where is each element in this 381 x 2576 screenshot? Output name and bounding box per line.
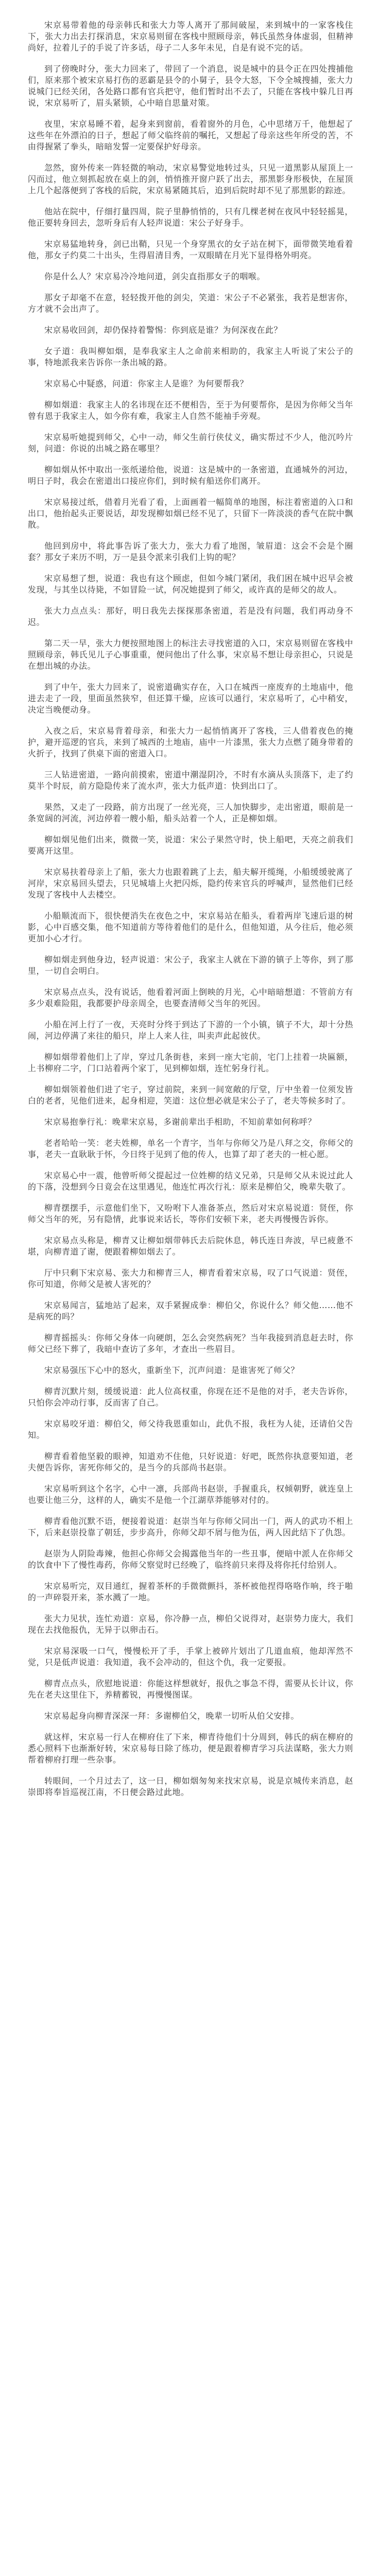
paragraph: 宋京易抱拳行礼：晚辈宋京易，多谢前辈出手相助，不知前辈如何称呼？ — [44, 1117, 317, 1127]
paragraph: 柳如烟带着他们上了岸，穿过几条街巷，来到一座大宅前，宅门上挂着一块匾额，上书柳府二字，门口站着两个家丁，见到柳如烟，连忙躬身行礼。 — [28, 1052, 353, 1073]
paragraph: 宋京易听完，双目通红，握着茶杯的手微微颤抖，茶杯被他捏得咯咯作响，终于啪的一声碎裂开来，茶水溅了一地。 — [28, 1581, 353, 1602]
paragraph: 夜里，宋京易睡不着，起身来到窗前，看着窗外的月色，心中思绪万千，他想起了这些年在外漂泊的日子，想起了师父临终前的嘱托，又想起了母亲这些年所受的苦，不由得握紧了拳头，暗暗发誓一定要保护好母亲。 — [28, 119, 353, 151]
paragraph: 到了傍晚时分，张大力回来了，带回了一个消息，说是城中的县令正在四处搜捕他们，原来那个被宋京易打伤的恶霸是县令的小舅子，县令大怒，下令全城搜捕，张大力说城门已经关闭，各处路口都有官兵把守，他们暂时出不去了，只能在客栈中躲几日再说，宋京易听了，眉头紧锁，心中暗自思量对策。 — [28, 64, 353, 108]
paragraph: 就这样，宋京易一行人在柳府住了下来，柳青待他们十分周到，韩氏的病在柳府的悉心照料下也渐渐好转，宋京易每日除了练功，便是跟着柳青学习兵法谋略，张大力则帮着柳府打理一些杂事。 — [28, 1732, 353, 1765]
paragraph: 转眼间，一个月过去了，这一日，柳如烟匆匆来找宋京易，说是京城传来消息，赵崇即将奉旨巡视江南，不日便会路过此地。 — [28, 1776, 353, 1797]
paragraph: 他回到房中，将此事告诉了张大力，张大力看了地图，皱眉道：这会不会是个圈套？那女子来历不明，万一是县令派来引我们上钩的呢？ — [28, 541, 353, 562]
paragraph: 赵崇为人阴险毒辣，他担心你师父会揭露他当年的一些丑事，便暗中派人在你师父的饮食中下了慢性毒药，你师父察觉时已经晚了，临终前只来得及将你托付给别人。 — [28, 1549, 353, 1570]
paragraph: 小船在河上行了一夜，天亮时分终于到达了下游的一个小镇，镇子不大，却十分热闹，河边停满了来往的船只，岸上人来人往，叫卖声此起彼伏。 — [28, 1020, 353, 1041]
paragraph: 柳如烟走到他身边，轻声说道：宋公子，我家主人就在下游的镇子上等你，到了那里，一切自会明白。 — [28, 955, 353, 976]
paragraph: 宋京易深吸一口气，慢慢松开了手，手掌上被碎片划出了几道血痕，他却浑然不觉，只是低声说道：我知道，我不会冲动的，但这个仇，我一定要报。 — [28, 1646, 353, 1667]
paragraph: 女子道：我叫柳如烟，是奉我家主人之命前来相助的，我家主人听说了宋公子的事，特地派我来告诉你一条出城的路。 — [28, 346, 353, 367]
paragraph: 第二天一早，张大力便按照地图上的标注去寻找密道的入口，宋京易则留在客栈中照顾母亲，韩氏见儿子心事重重，便问他出了什么事，宋京易不想让母亲担心，只说是在想出城的办法。 — [28, 638, 353, 671]
paragraph: 他站在院中，仔细打量四周，院子里静悄悄的，只有几棵老树在夜风中轻轻摇晃，他正要转身回去，忽听身后有人轻声说道：宋公子好身手。 — [28, 207, 353, 228]
paragraph: 柳青摇摇头：你师父身体一向硬朗，怎么会突然病死？当年我接到消息赶去时，你师父已经下葬了，我暗中查访了多年，才查出一些眉目。 — [28, 1333, 353, 1354]
paragraph: 宋京易强压下心中的怒火，重新坐下，沉声问道：是谁害死了师父？ — [44, 1365, 300, 1375]
paragraph: 入夜之后，宋京易背着母亲，和张大力一起悄悄离开了客栈，三人借着夜色的掩护，避开巡逻的官兵，来到了城西的土地庙，庙中一片漆黑，张大力点燃了随身带着的火折子，找到了供桌下面的密道入口。 — [28, 726, 353, 758]
paragraph: 厅中只剩下宋京易、张大力和柳青三人，柳青看着宋京易，叹了口气说道：贤侄，你可知道，你师父是被人害死的？ — [28, 1268, 353, 1289]
paragraph: 宋京易收回剑，却仍保持着警惕：你到底是谁？为何深夜在此？ — [44, 325, 283, 335]
paragraph: 柳青点点头，欣慰地说道：你能这样想就好，报仇之事急不得，需要从长计议，你先在老夫这里住下，养精蓄锐，再慢慢图谋。 — [28, 1679, 353, 1700]
paragraph: 柳青看他沉默不语，便接着说道：赵崇当年与你师父同出一门，两人的武功不相上下，后来赵崇投靠了朝廷，步步高升，你师父却不屑与他为伍，两人因此结下了仇怨。 — [28, 1516, 353, 1537]
paragraph: 宋京易带着他的母亲韩氏和张大力等人离开了那间破屋，来到城中的一家客栈住下，张大力出去打探消息，宋京易则留在客栈中照顾母亲，韩氏虽然身体虚弱，但精神尚好，拉着儿子的手说了许多话，母子二人多年未见，自是有说不完的话。 — [28, 20, 353, 53]
paragraph: 柳如烟道：我家主人的名讳现在还不便相告，至于为何要帮你，是因为你师父当年曾有恩于我家主人，如今你有难，我家主人自然不能袖手旁观。 — [28, 400, 353, 421]
paragraph: 宋京易听到这个名字，心中一凛，兵部尚书赵崇，手握重兵，权倾朝野，就连皇上也要让他三分，这样的人，确实不是他一个江湖草莽能够对付的。 — [28, 1484, 353, 1505]
paragraph: 宋京易点点头，没有说话，他看着河面上倒映的月光，心中暗暗想道：不管前方有多少艰难险阻，我都要护母亲周全，也要查清师父当年的死因。 — [28, 987, 353, 1008]
paragraph: 张大力见状，连忙劝道：京易，你冷静一点，柳伯父说得对，赵崇势力庞大，我们现在去找他报仇，无异于以卵击石。 — [28, 1614, 353, 1635]
paragraph: 老者哈哈一笑：老夫姓柳，单名一个青字，当年与你师父乃是八拜之交，你师父的事，老夫一直耿耿于怀，今日终于见到了他的传人，也算了却了老夫的一桩心愿。 — [28, 1138, 353, 1159]
paragraph: 柳如烟领着他们进了宅子，穿过前院，来到一间宽敞的厅堂，厅中坐着一位须发皆白的老者，见他们进来，起身相迎，笑道：这位想必就是宋公子了，老夫等候多时了。 — [28, 1084, 353, 1106]
paragraph: 张大力点点头：那好，明日我先去探探那条密道，若是没有问题，我们再动身不迟。 — [28, 606, 353, 627]
paragraph: 那女子却毫不在意，轻轻拨开他的剑尖，笑道：宋公子不必紧张，我若是想害你，方才就不会出声了。 — [28, 293, 353, 314]
paragraph: 宋京易接过纸，借着月光看了看，上面画着一幅简单的地图，标注着密道的入口和出口，他抬起头正要说话，却发现柳如烟已经不见了，只留下一阵淡淡的香气在院中飘散。 — [28, 497, 353, 530]
paragraph: 宋京易扶着母亲上了船，张大力也跟着跳了上去，船夫解开缆绳，小船缓缓驶离了河岸，宋京易回头望去，只见城墙上火把闪烁，隐约传来官兵的呼喊声，显然他们已经发现了客栈中人去楼空。 — [28, 867, 353, 900]
paragraph: 宋京易闻言，猛地站了起来，双手紧握成拳：柳伯父，你说什么？师父他……他不是病死的吗？ — [28, 1300, 353, 1321]
paragraph: 宋京易想了想，说道：我也有这个顾虑，但如今城门紧闭，我们困在城中迟早会被发现，与其坐以待毙，不如冒险一试，何况她提到了师父，或许真的是师父的故人。 — [28, 573, 353, 595]
paragraph: 宋京易起身向柳青深深一拜：多谢柳伯父，晚辈一切听从伯父安排。 — [44, 1711, 300, 1721]
paragraph: 到了中午，张大力回来了，说密道确实存在，入口在城西一座废弃的土地庙中，他进去走了一段，里面虽然狭窄，但还算干燥，应该可以通行，宋京易听了，心中稍安，决定当晚便动身。 — [28, 682, 353, 715]
paragraph: 柳如烟从怀中取出一张纸递给他，说道：这是城中的一条密道，直通城外的河边，明日子时，我会在密道出口接应你们，到时候有船送你们离开。 — [28, 465, 353, 486]
paragraph: 柳青看着他坚毅的眼神，知道劝不住他，只好说道：好吧，既然你执意要知道，老夫便告诉你，害死你师父的，是当今的兵部尚书赵崇。 — [28, 1451, 353, 1472]
paragraph: 忽然，窗外传来一阵轻微的响动，宋京易警觉地转过头，只见一道黑影从屋顶上一闪而过，他立刻抓起放在桌上的剑，悄悄推开窗户跃了出去，那黑影身形极快，在屋顶上几个起落便到了客栈的后院，宋京易紧随其后，追到后院时却不见了那黑影的踪迹。 — [28, 163, 353, 195]
paragraph: 宋京易点头称是，柳青又让柳如烟带韩氏去后院休息，韩氏连日奔波，早已疲惫不堪，向柳青道了谢，便跟着柳如烟去了。 — [28, 1235, 353, 1257]
paragraph: 果然，又走了一段路，前方出现了一丝光亮，三人加快脚步，走出密道，眼前是一条宽阔的河流，河边停着一艘小船，船头站着一个人，正是柳如烟。 — [28, 802, 353, 823]
paragraph: 小船顺流而下，很快便消失在夜色之中，宋京易站在船头，看着两岸飞速后退的树影，心中百感交集，他不知道前方等待着他们的是什么，但他知道，从今往后，他必须更加小心才行。 — [28, 911, 353, 943]
paragraph: 三人钻进密道，一路向前摸索，密道中潮湿阴冷，不时有水滴从头顶落下，走了约莫半个时辰，前方隐隐传来了流水声，张大力低声道：快到出口了。 — [28, 770, 353, 791]
paragraph: 宋京易心中一震，他曾听师父提起过一位姓柳的结义兄弟，只是师父从未说过此人的下落，没想到今日竟会在这里遇见，他连忙再次行礼：原来是柳伯父，晚辈失敬了。 — [28, 1171, 353, 1192]
document-body — [28, 20, 353, 1798]
paragraph: 你是什么人？宋京易冷冷地问道，剑尖直指那女子的咽喉。 — [44, 272, 266, 281]
paragraph: 宋京易猛地转身，剑已出鞘，只见一个身穿黑衣的女子站在树下，面带微笑地看着他，那女子约莫二十出头，生得眉清目秀，一双眼睛在月光下显得格外明亮。 — [28, 239, 353, 260]
paragraph: 柳如烟见他们出来，微微一笑，说道：宋公子果然守时，快上船吧，天亮之前我们要离开这里。 — [28, 835, 353, 856]
paragraph: 宋京易咬牙道：柳伯父，师父待我恩重如山，此仇不报，我枉为人徒，还请伯父告知。 — [28, 1419, 353, 1440]
paragraph: 宋京易心中疑惑，问道：你家主人是谁？为何要帮我？ — [44, 379, 249, 388]
paragraph: 柳青摆摆手，示意他们坐下，又吩咐下人准备茶点，然后对宋京易说道：贤侄，你师父当年的死，另有隐情，此事说来话长，等你们安顿下来，老夫再慢慢告诉你。 — [28, 1203, 353, 1224]
paragraph: 柳青沉默片刻，缓缓说道：此人位高权重，你现在还不是他的对手，老夫告诉你，只怕你会冲动行事，反而害了自己。 — [28, 1386, 353, 1408]
paragraph: 宋京易听她提到师父，心中一动，师父生前行侠仗义，确实帮过不少人，他沉吟片刻，问道：你说的出城之路在哪里？ — [28, 432, 353, 453]
